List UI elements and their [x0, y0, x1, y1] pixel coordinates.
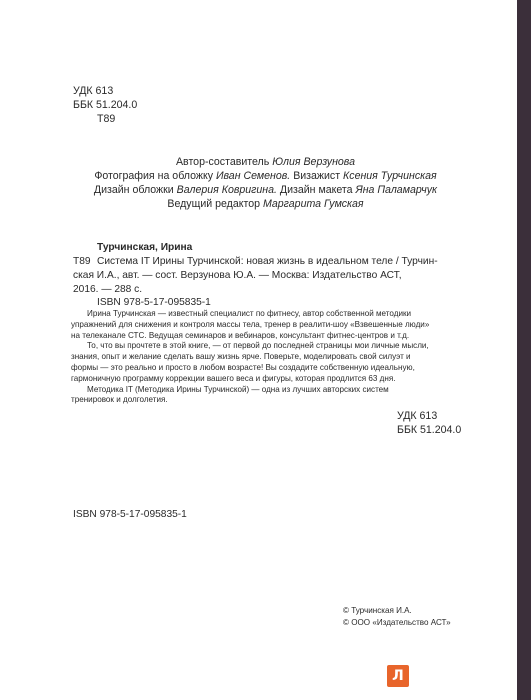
photo-credit: [0, 169, 531, 183]
litres-logo-icon: [387, 665, 409, 687]
annotation-line: знания, опыт и желание сделать вашу жизнь ярче. Поверьте, моделировать свой силуэт и: [71, 352, 411, 362]
annotation-line: упражнений для снижения и контроля массы тела, тренер в реалити-шоу «Взвешенные люди»: [71, 319, 430, 329]
author-mark-top: Т89: [97, 113, 116, 125]
udk-code-bottom: УДК 613: [397, 410, 438, 422]
credits-block: [0, 155, 531, 211]
editor-credit: [0, 197, 531, 211]
udk-code-top: УДК 613: [73, 85, 114, 97]
visage-name: Ксения Турчинская: [343, 170, 437, 182]
cover-label: Дизайн обложки: [93, 184, 177, 196]
biblio-author: Турчинская, Ирина: [97, 242, 193, 253]
layout-name: Яна Паламарчук: [355, 184, 438, 196]
biblio-line-2: ская И.А., авт. — сост. Верзунова Ю.А. — Москва: Издательство АСТ,: [73, 270, 402, 281]
editor-name: Маргарита Гумская: [262, 198, 364, 210]
editor-label: Ведущий редактор: [167, 198, 263, 210]
biblio-mark: Т89: [73, 256, 91, 267]
biblio-line-1: Система IT Ирины Турчинской: новая жизнь в идеальном теле / Турчин-: [97, 256, 438, 267]
isbn-bottom: ISBN 978-5-17-095835-1: [73, 509, 187, 520]
copyright-author: © Турчинская И.А.: [343, 606, 412, 615]
design-credit: [0, 183, 531, 197]
logo-letter: Л: [392, 668, 404, 684]
annotation-line: То, что вы прочтете в этой книге, — от первой до последней страницы мои личные мысли,: [87, 341, 429, 351]
visage-label: Визажист: [290, 170, 344, 182]
biblio-line-3: 2016. — 288 с.: [73, 284, 143, 295]
annotation-line: Ирина Турчинская — известный специалист по фитнесу, автор собственной методики: [87, 309, 412, 318]
annotation-line: формы — это реально и просто в любом возрасте! Вы создадите собственную идеальную,: [71, 362, 415, 372]
annotation: [71, 309, 466, 406]
biblio-isbn: ISBN 978-5-17-095835-1: [97, 297, 211, 308]
copyright-publisher: © ООО «Издательство АСТ»: [343, 618, 451, 627]
layout-label: Дизайн макета: [276, 184, 356, 196]
cover-name: Валерия Ковригина.: [176, 184, 277, 196]
photo-name: Иван Семенов.: [215, 170, 291, 182]
compiler-name: Юлия Верзунова: [272, 156, 355, 168]
annotation-line: тренировок и долголетия.: [71, 395, 168, 405]
page-edge-strip: [517, 0, 531, 700]
annotation-line: на телеканале СТС. Ведущая семинаров и вебинаров, консультант фитнес-центров и т.д.: [71, 330, 410, 340]
bbk-code-top: ББК 51.204.0: [73, 99, 138, 111]
compiler-label: Автор-составитель: [175, 156, 273, 168]
bbk-code-bottom: ББК 51.204.0: [397, 424, 462, 436]
compiler-credit: [0, 155, 531, 169]
photo-label: Фотография на обложку: [94, 170, 216, 182]
annotation-line: гармоничную программу коррекции вашего веса и фигуры, которая продлится 63 дня.: [71, 373, 396, 383]
annotation-line: Методика IT (Методика Ирины Турчинской) — одна из лучших авторских систем: [87, 384, 389, 394]
